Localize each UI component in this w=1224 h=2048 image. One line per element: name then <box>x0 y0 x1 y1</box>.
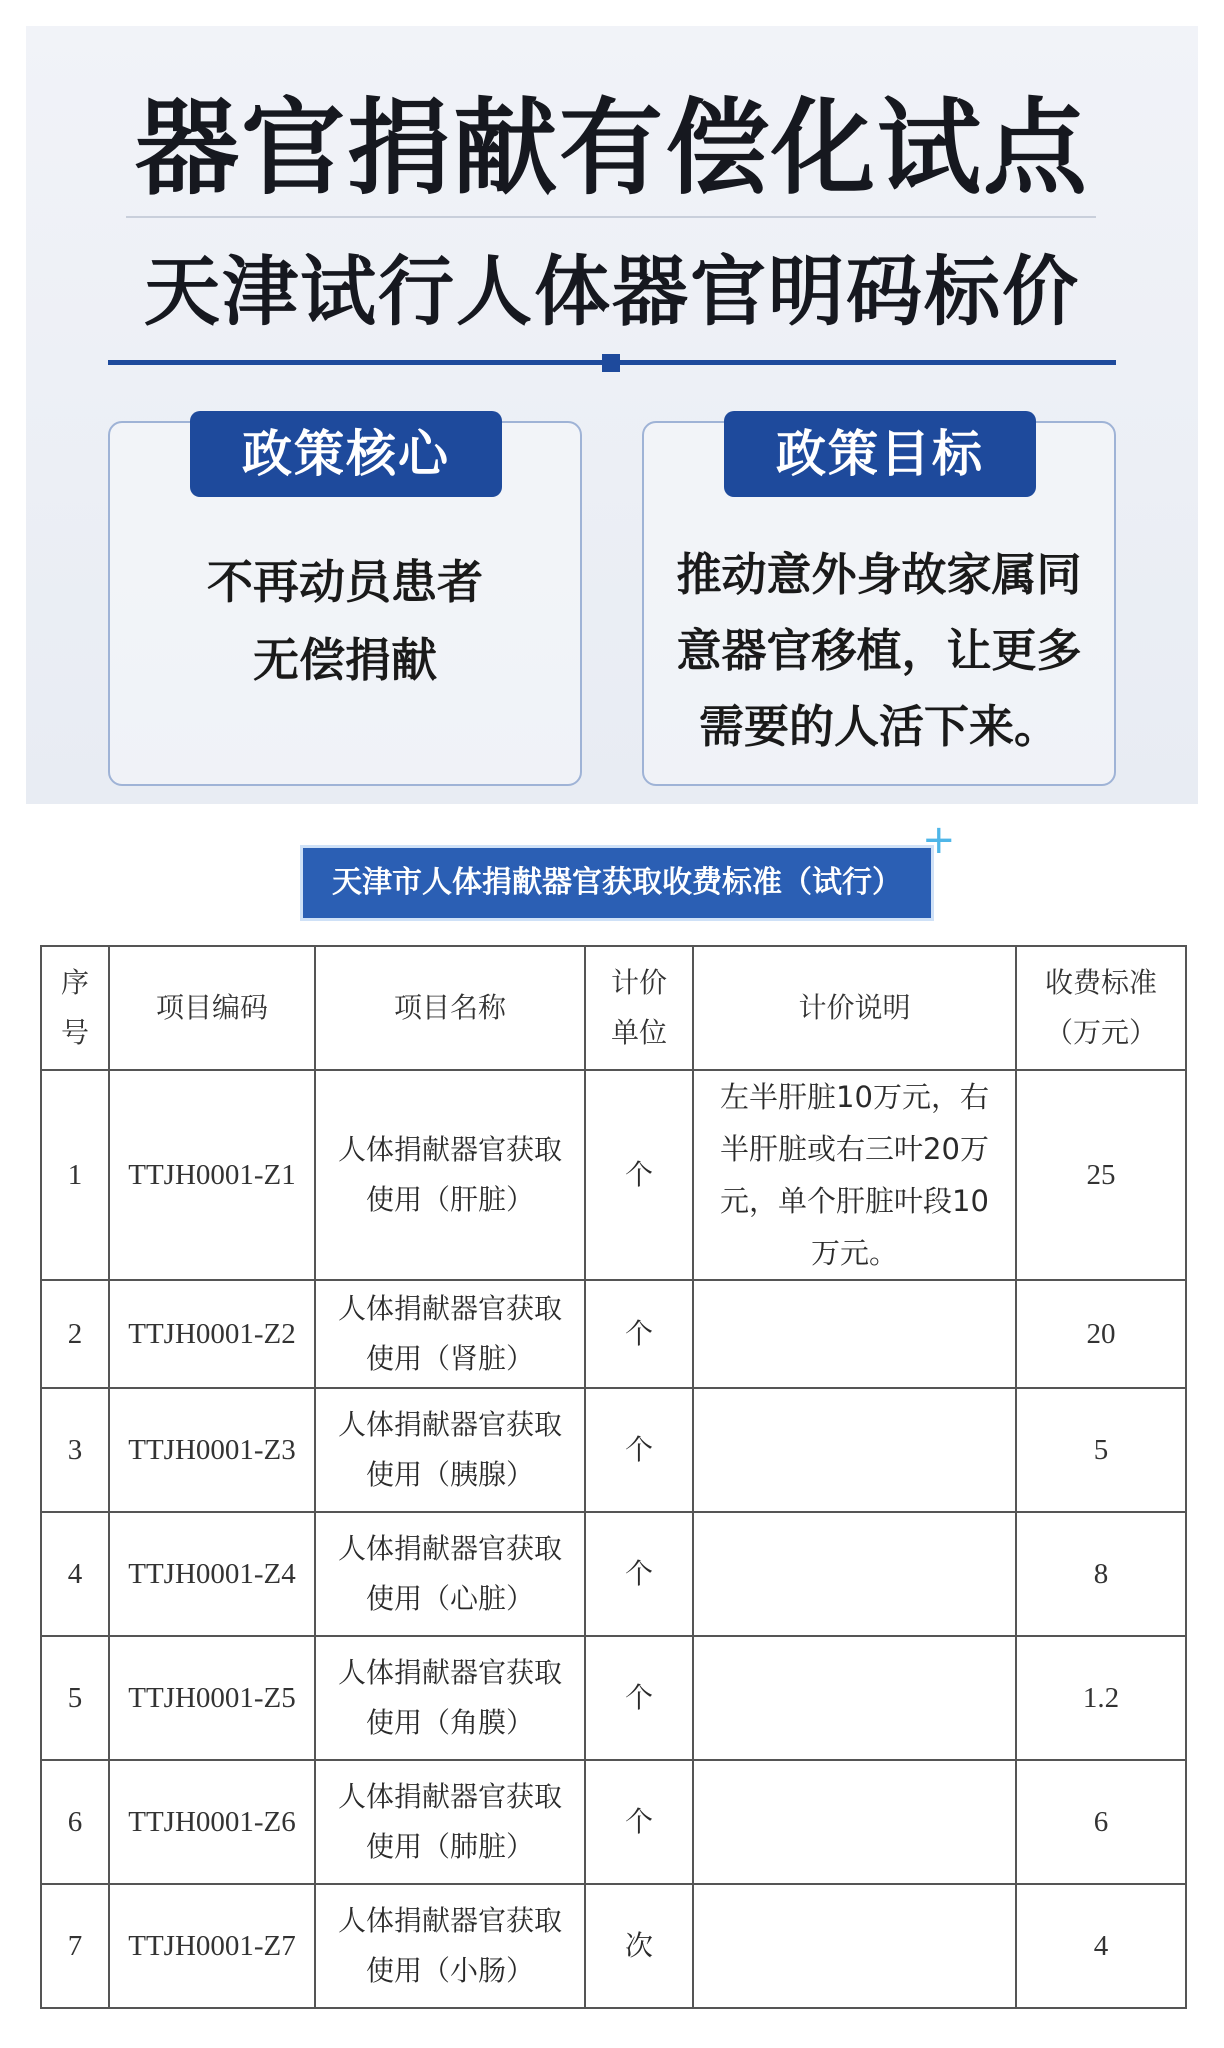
cell-name: 人体捐献器官获取 使用（肾脏） <box>315 1280 585 1388</box>
header-unit: 计价 单位 <box>585 946 693 1070</box>
cell-seq: 6 <box>41 1760 109 1884</box>
header-fee: 收费标准 （万元） <box>1016 946 1186 1070</box>
cell-fee: 25 <box>1016 1070 1186 1280</box>
cell-fee: 1.2 <box>1016 1636 1186 1760</box>
cell-name: 人体捐献器官获取 使用（心脏） <box>315 1512 585 1636</box>
fee-table <box>40 945 1187 2009</box>
table-row <box>41 1512 1186 1636</box>
cell-seq: 3 <box>41 1388 109 1512</box>
plus-decoration-icon: + <box>922 817 956 863</box>
divider-square-marker <box>602 354 620 372</box>
cell-unit: 个 <box>585 1388 693 1512</box>
cell-fee: 4 <box>1016 1884 1186 2008</box>
cell-name: 人体捐献器官获取 使用（肝脏） <box>315 1070 585 1280</box>
cell-unit: 个 <box>585 1512 693 1636</box>
table-row <box>41 1388 1186 1512</box>
cell-desc <box>693 1388 1016 1512</box>
cell-unit: 个 <box>585 1280 693 1388</box>
cell-unit: 个 <box>585 1636 693 1760</box>
cell-seq: 4 <box>41 1512 109 1636</box>
policy-core-text: 不再动员患者 无偿捐献 <box>207 555 483 687</box>
header-desc: 计价说明 <box>693 946 1016 1070</box>
policy-goal-card <box>642 421 1116 786</box>
cell-fee: 8 <box>1016 1512 1186 1636</box>
header-code: 项目编码 <box>109 946 315 1070</box>
cell-desc <box>693 1280 1016 1388</box>
cell-desc <box>693 1760 1016 1884</box>
policy-goal-tab: 政策目标 <box>724 411 1036 497</box>
policy-goal-text: 推动意外身故家属同 意器官移植，让更多 需要的人活下来。 <box>676 548 1082 753</box>
table-header-row <box>41 946 1186 1070</box>
cell-code: TTJH0001-Z4 <box>109 1512 315 1636</box>
cell-fee: 6 <box>1016 1760 1186 1884</box>
cell-unit: 个 <box>585 1760 693 1884</box>
cell-name: 人体捐献器官获取 使用（小肠） <box>315 1884 585 2008</box>
cell-desc <box>693 1884 1016 2008</box>
policy-core-card <box>108 421 582 786</box>
cell-code: TTJH0001-Z5 <box>109 1636 315 1760</box>
cell-desc: 左半肝脏10万元，右 半肝脏或右三叶20万 元，单个肝脏叶段10 万元。 <box>693 1070 1016 1280</box>
table-row <box>41 1760 1186 1884</box>
poster-title: 器官捐献有偿化试点 <box>134 87 1089 209</box>
cell-seq: 7 <box>41 1884 109 2008</box>
cell-code: TTJH0001-Z1 <box>109 1070 315 1280</box>
table-caption: 天津市人体捐献器官获取收费标准（试行） <box>300 845 934 921</box>
cell-seq: 2 <box>41 1280 109 1388</box>
poster-subtitle: 天津试行人体器官明码标价 <box>144 247 1080 336</box>
header-seq: 序 号 <box>41 946 109 1070</box>
cell-code: TTJH0001-Z6 <box>109 1760 315 1884</box>
cell-code: TTJH0001-Z2 <box>109 1280 315 1388</box>
cell-code: TTJH0001-Z3 <box>109 1388 315 1512</box>
cell-unit: 个 <box>585 1070 693 1280</box>
cell-name: 人体捐献器官获取 使用（肺脏） <box>315 1760 585 1884</box>
cell-fee: 5 <box>1016 1388 1186 1512</box>
table-row <box>41 1070 1186 1280</box>
cell-name: 人体捐献器官获取 使用（角膜） <box>315 1636 585 1760</box>
table-row <box>41 1280 1186 1388</box>
cell-code: TTJH0001-Z7 <box>109 1884 315 2008</box>
cell-seq: 1 <box>41 1070 109 1280</box>
title-divider <box>126 216 1096 218</box>
cell-unit: 次 <box>585 1884 693 2008</box>
cell-desc <box>693 1512 1016 1636</box>
policy-core-tab: 政策核心 <box>190 411 502 497</box>
cell-name: 人体捐献器官获取 使用（胰腺） <box>315 1388 585 1512</box>
cell-seq: 5 <box>41 1636 109 1760</box>
table-row <box>41 1884 1186 2008</box>
table-row <box>41 1636 1186 1760</box>
cell-fee: 20 <box>1016 1280 1186 1388</box>
cell-desc <box>693 1636 1016 1760</box>
header-name: 项目名称 <box>315 946 585 1070</box>
policy-poster <box>26 26 1198 804</box>
